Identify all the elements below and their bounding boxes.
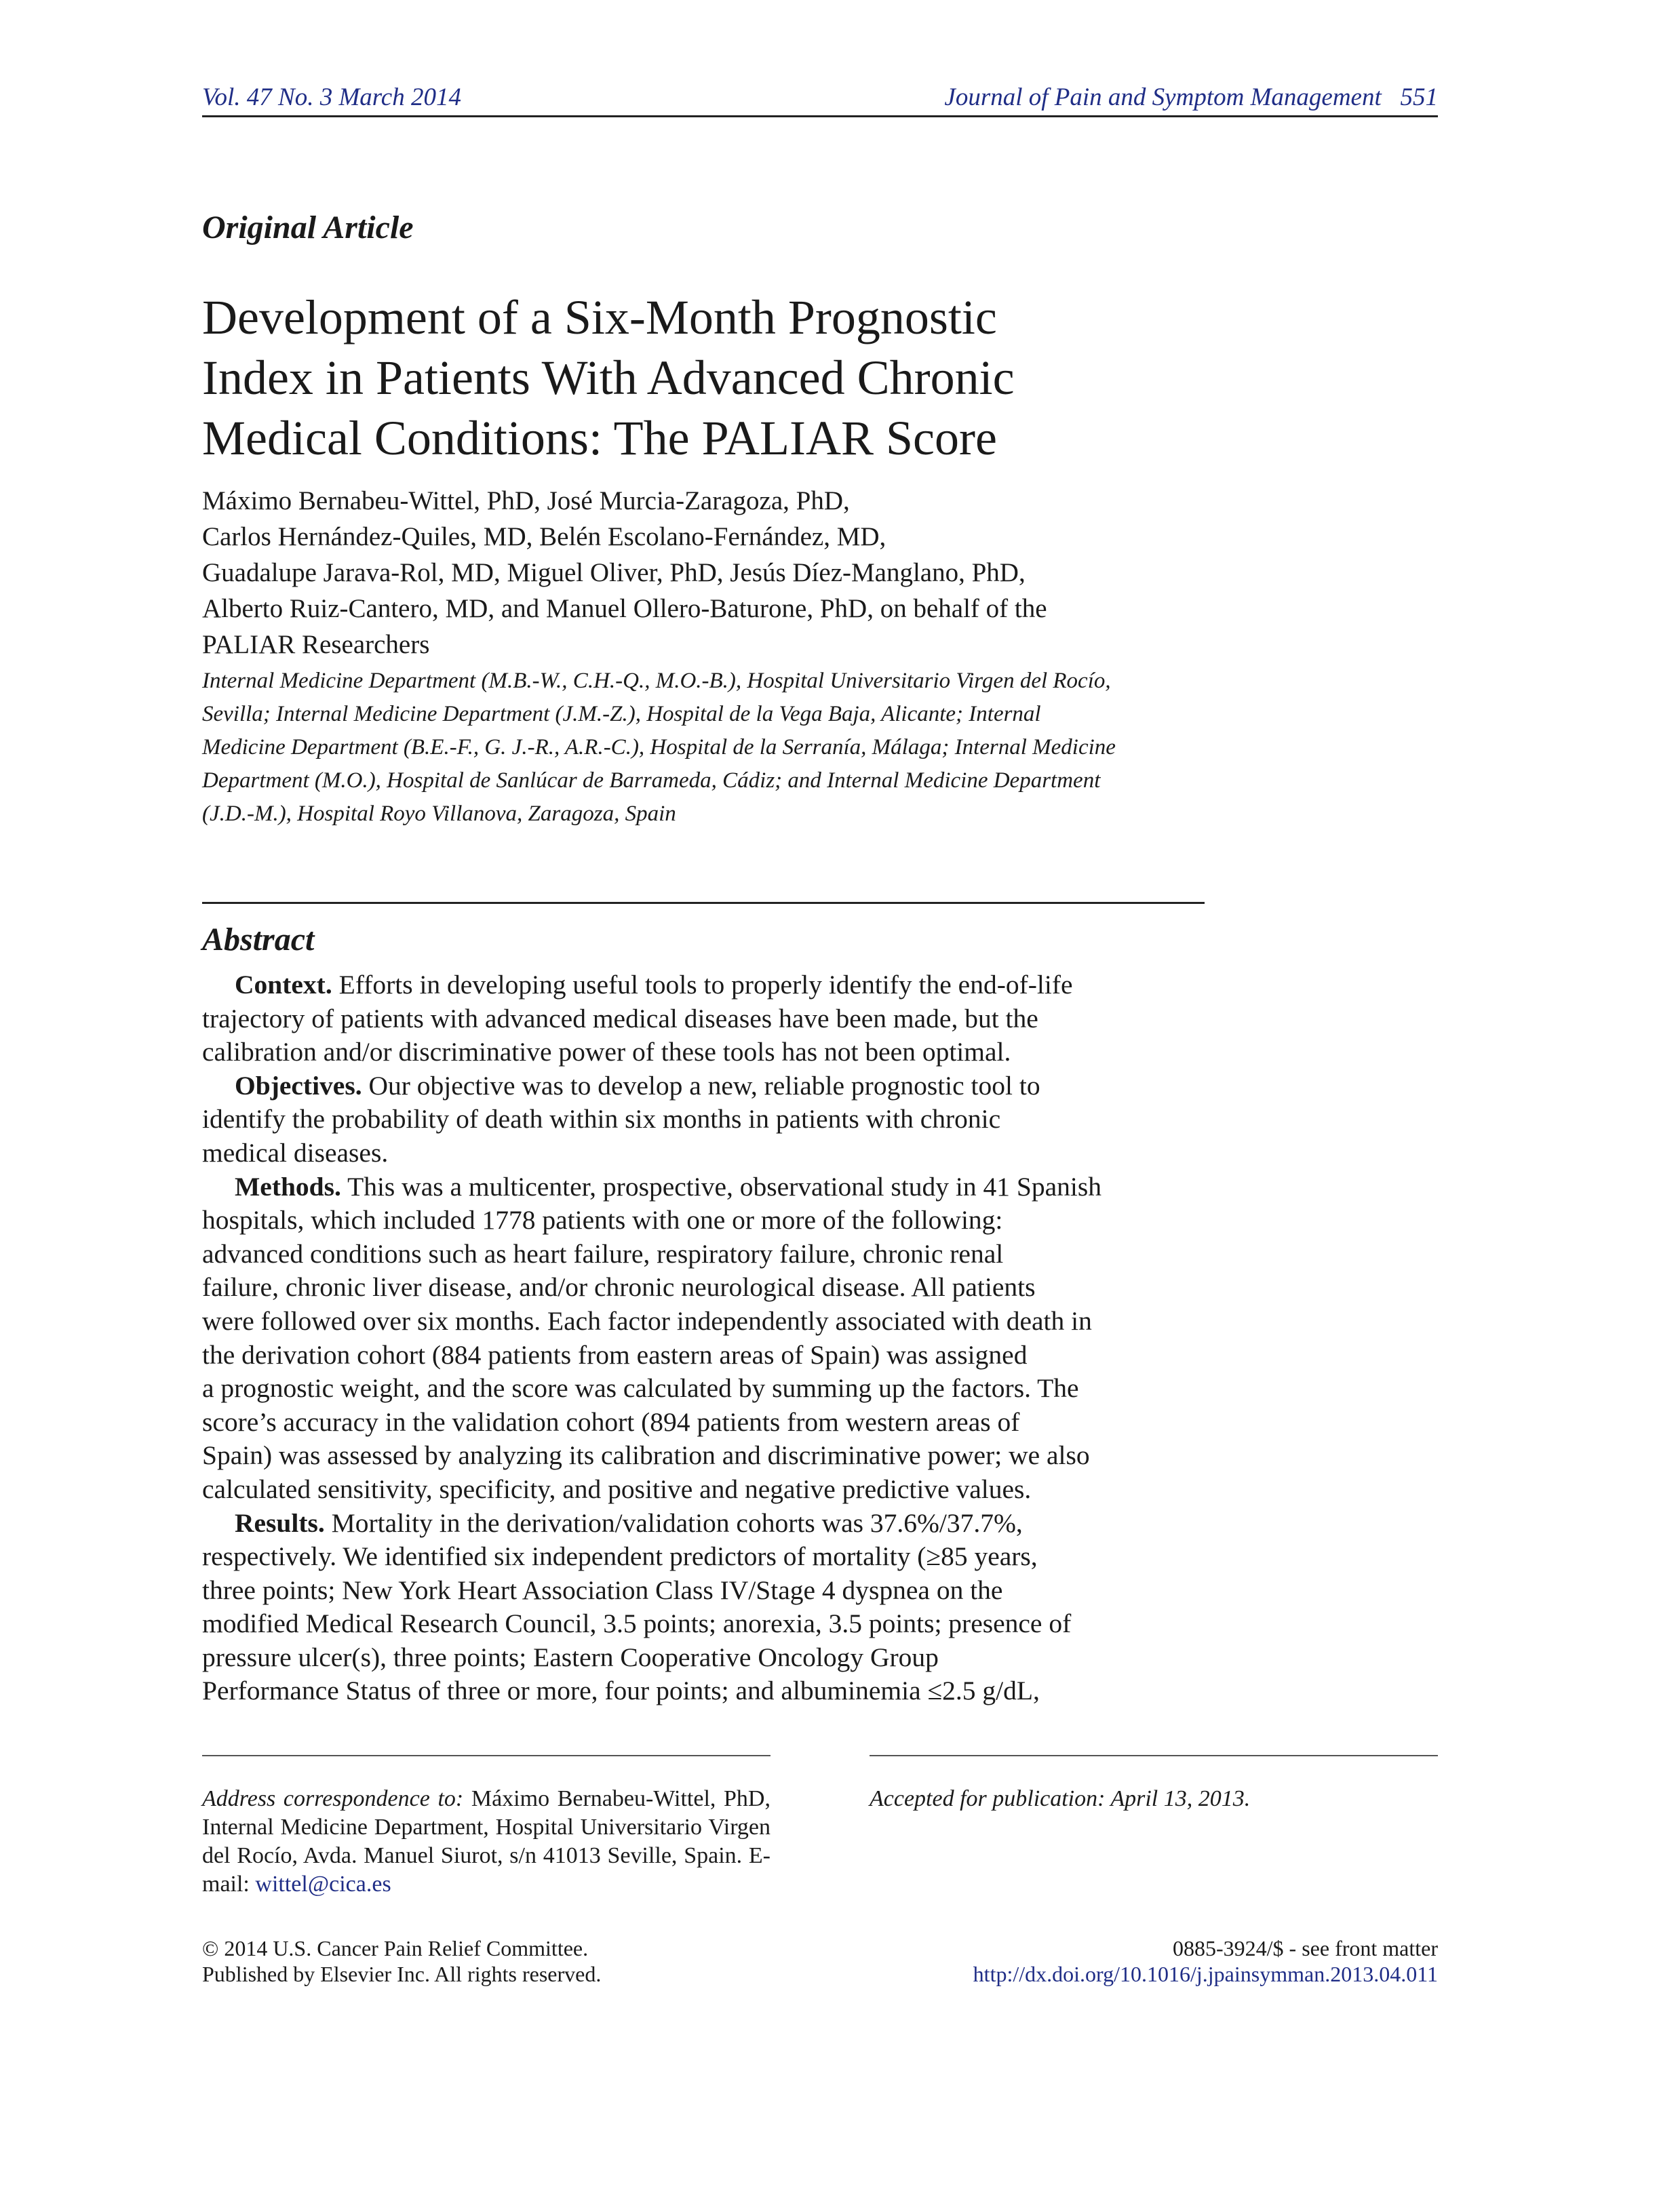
- abstract-context: [202, 968, 1205, 1069]
- footnote-rule-right: [870, 1755, 1438, 1756]
- affiliation-line: Internal Medicine Department (M.B.-W., C.H.-Q., M.O.-B.), Hospital Universitario Virgen del Rocío,: [202, 669, 1111, 693]
- issn: 0885-3924/$ - see front matter: [1173, 1936, 1438, 1960]
- page-number: 551: [1400, 83, 1438, 111]
- footnote-rule-left: [202, 1755, 770, 1756]
- abstract-line: Mortality in the derivation/validation cohorts was 37.6%/37.7%,: [324, 1507, 1023, 1538]
- copyright-line: © 2014 U.S. Cancer Pain Relief Committee.: [202, 1936, 589, 1960]
- abstract-objectives: [202, 1069, 1205, 1170]
- results-label: Results.: [235, 1507, 325, 1538]
- abstract-top-rule: [202, 902, 1205, 904]
- abstract-line: calculated sensitivity, specificity, and positive and negative predictive values.: [202, 1474, 1032, 1504]
- abstract-methods: [202, 1170, 1205, 1507]
- abstract-line: advanced conditions such as heart failure, respiratory failure, chronic renal: [202, 1238, 1004, 1269]
- journal-name: Journal of Pain and Symptom Management: [944, 83, 1382, 111]
- section-label: Original Article: [202, 210, 414, 245]
- abstract-line: score’s accuracy in the validation cohort (894 patients from western areas of: [202, 1406, 1020, 1437]
- author-line: Máximo Bernabeu-Wittel, PhD, José Murcia-Zaragoza, PhD,: [202, 486, 850, 515]
- abstract-line: modified Medical Research Council, 3.5 points; anorexia, 3.5 points; presence of: [202, 1608, 1072, 1639]
- correspondence-note: [202, 1785, 770, 1899]
- abstract-line: the derivation cohort (884 patients from eastern areas of Spain) was assigned: [202, 1339, 1028, 1370]
- journal-page: [944, 83, 1438, 112]
- author-line: Guadalupe Jarava-Rol, MD, Miguel Oliver, PhD, Jesús Díez-Manglano, PhD,: [202, 558, 1026, 587]
- author-list: [202, 483, 1287, 663]
- abstract-line: identify the probability of death within six months in patients with chronic: [202, 1104, 1001, 1134]
- accepted-date: Accepted for publication: April 13, 2013.: [870, 1786, 1251, 1811]
- affiliation-line: Sevilla; Internal Medicine Department (J.M.-Z.), Hospital de la Vega Baja, Alicante; Internal: [202, 702, 1041, 726]
- copyright-line: Published by Elsevier Inc. All rights reserved.: [202, 1962, 602, 1986]
- abstract-results: [202, 1507, 1205, 1709]
- author-line: Carlos Hernández-Quiles, MD, Belén Escolano-Fernández, MD,: [202, 522, 886, 551]
- abstract-line: Performance Status of three or more, four points; and albuminemia ≤2.5 g/dL,: [202, 1676, 1040, 1706]
- volume-issue: Vol. 47 No. 3 March 2014: [202, 83, 461, 111]
- abstract-line: calibration and/or discriminative power of these tools has not been optimal.: [202, 1037, 1011, 1067]
- copyright-notice: [202, 1935, 813, 1987]
- title-line: Development of a Six-Month Prognostic: [202, 290, 997, 344]
- abstract-line: respectively. We identified six independent predictors of mortality (≥85 years,: [202, 1541, 1038, 1572]
- correspondence-text: Máximo Bernabeu-Wittel, PhD, Internal Medicine Department, Hospital Universitario Virgen del Rocío, Avda. Manuel Siurot, s/n 41013 Seville, Spain. E-mail:: [202, 1786, 770, 1897]
- email-link[interactable]: wittel@cica.es: [255, 1872, 391, 1897]
- abstract-line: pressure ulcer(s), three points; Eastern Cooperative Oncology Group: [202, 1642, 939, 1672]
- affiliation-line: (J.D.-M.), Hospital Royo Villanova, Zaragoza, Spain: [202, 802, 676, 826]
- abstract-line: medical diseases.: [202, 1137, 389, 1168]
- context-label: Context.: [235, 970, 332, 1000]
- affiliation-line: Department (M.O.), Hospital de Sanlúcar de Barrameda, Cádiz; and Internal Medicine Department: [202, 768, 1101, 793]
- article-title: [202, 288, 1355, 469]
- abstract-line: This was a multicenter, prospective, observational study in 41 Spanish: [340, 1171, 1101, 1202]
- abstract-line: Efforts in developing useful tools to properly identify the end-of-life: [332, 970, 1073, 1000]
- objectives-label: Objectives.: [235, 1070, 362, 1101]
- abstract-line: trajectory of patients with advanced medical diseases have been made, but the: [202, 1003, 1038, 1033]
- abstract-line: hospitals, which included 1778 patients with one or more of the following:: [202, 1205, 1003, 1236]
- abstract-line: Our objective was to develop a new, reliable prognostic tool to: [362, 1070, 1040, 1101]
- abstract-heading: Abstract: [202, 922, 315, 957]
- abstract-line: a prognostic weight, and the score was calculated by summing up the factors. The: [202, 1373, 1079, 1404]
- abstract-line: Spain) was assessed by analyzing its calibration and discriminative power; we also: [202, 1440, 1090, 1471]
- affiliation-line: Medicine Department (B.E.-F., G. J.-R., A.R.-C.), Hospital de la Serranía, Málaga; Internal Medicine: [202, 735, 1116, 759]
- author-line: PALIAR Researchers: [202, 630, 430, 659]
- abstract-body: [202, 968, 1205, 1708]
- issn-doi: [827, 1935, 1438, 1987]
- author-line: Alberto Ruiz-Cantero, MD, and Manuel Ollero-Baturone, PhD, on behalf of the: [202, 594, 1047, 623]
- title-line: Index in Patients With Advanced Chronic: [202, 351, 1015, 405]
- methods-label: Methods.: [235, 1171, 341, 1202]
- abstract-line: failure, chronic liver disease, and/or chronic neurological disease. All patients: [202, 1272, 1036, 1303]
- title-line: Medical Conditions: The PALIAR Score: [202, 411, 997, 465]
- correspondence-label: Address correspondence to:: [202, 1786, 464, 1811]
- abstract-line: were followed over six months. Each factor independently associated with death in: [202, 1305, 1092, 1336]
- abstract-line: three points; New York Heart Association Class IV/Stage 4 dyspnea on the: [202, 1575, 1003, 1605]
- doi-link[interactable]: http://dx.doi.org/10.1016/j.jpainsymman.2013.04.011: [973, 1962, 1438, 1986]
- affiliations: [202, 665, 1220, 831]
- running-head: [202, 80, 1438, 117]
